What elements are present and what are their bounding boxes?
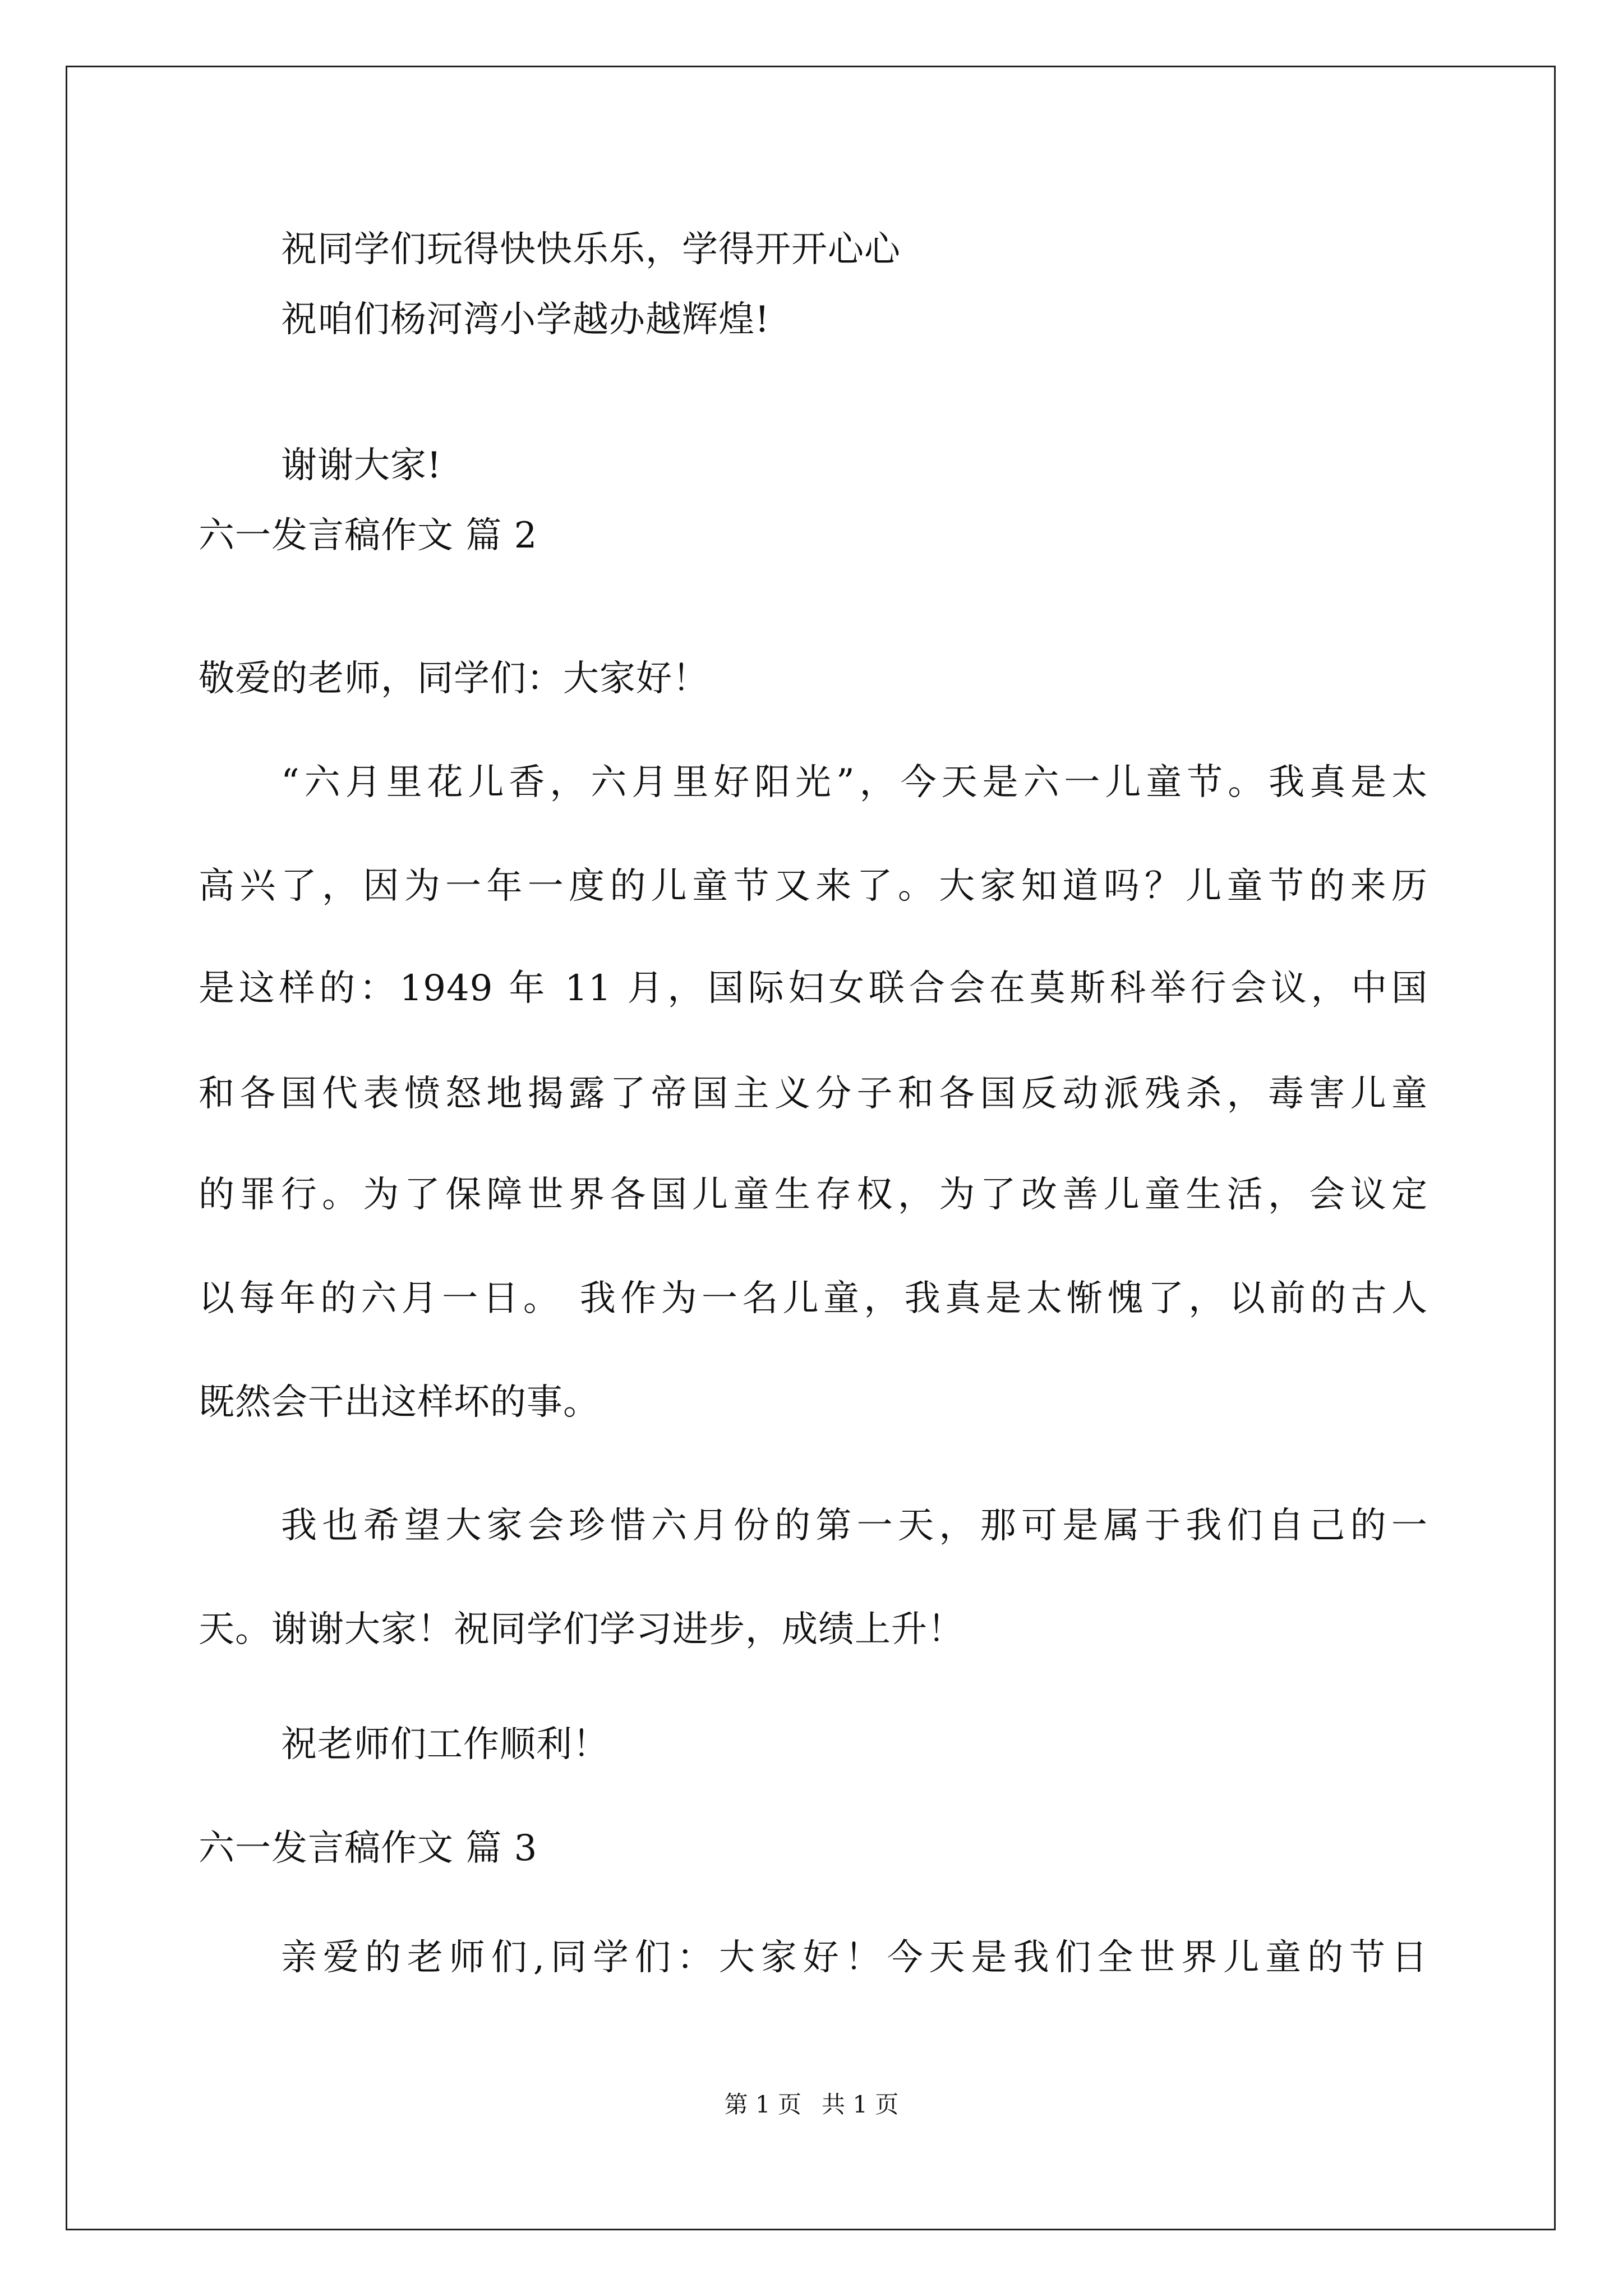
page-total: 共 1 页 <box>822 2091 899 2118</box>
paragraph-line: “六月里花儿香，六月里好阳光”，今天是六一儿童节。我真是太 <box>281 762 1428 803</box>
section-heading: 六一发言稿作文 篇 3 <box>199 1828 538 1869</box>
page-number: 第 1 页 <box>724 2091 801 2118</box>
paragraph-line: 祝老师们工作顺利！ <box>281 1724 609 1765</box>
paragraph-line: 是这样的：1949 年 11 月，国际妇女联合会在莫斯科举行会议，中国 <box>199 968 1428 1009</box>
paragraph-line: 高兴了，因为一年一度的儿童节又来了。大家知道吗？儿童节的来历 <box>199 866 1428 907</box>
paragraph-line: 谢谢大家! <box>281 445 442 486</box>
paragraph-line: 敬爱的老师，同学们：大家好！ <box>199 658 709 700</box>
paragraph-line: 和各国代表愤怒地揭露了帝国主义分子和各国反动派残杀，毒害儿童 <box>199 1073 1428 1115</box>
paragraph-line: 以每年的六月一日。 我作为一名儿童，我真是太惭愧了，以前的古人 <box>199 1278 1428 1319</box>
paragraph-line: 亲爱的老师们,同学们：大家好！今天是我们全世界儿童的节日 <box>281 1937 1428 1978</box>
paragraph-line: 天。谢谢大家！祝同学们学习进步，成绩上升！ <box>199 1609 964 1650</box>
page-frame <box>66 66 1556 2230</box>
paragraph-line: 的罪行。为了保障世界各国儿童生存权，为了改善儿童生活，会议定 <box>199 1174 1428 1216</box>
section-heading: 六一发言稿作文 篇 2 <box>199 515 538 556</box>
paragraph-line: 祝咱们杨河湾小学越办越辉煌! <box>281 299 770 341</box>
page-footer <box>0 2088 1623 2122</box>
paragraph-line: 既然会干出这样坏的事。 <box>199 1382 600 1423</box>
paragraph-line: 我也希望大家会珍惜六月份的第一天，那可是属于我们自己的一 <box>281 1505 1428 1547</box>
paragraph-line: 祝同学们玩得快快乐乐，学得开开心心 <box>281 229 901 270</box>
